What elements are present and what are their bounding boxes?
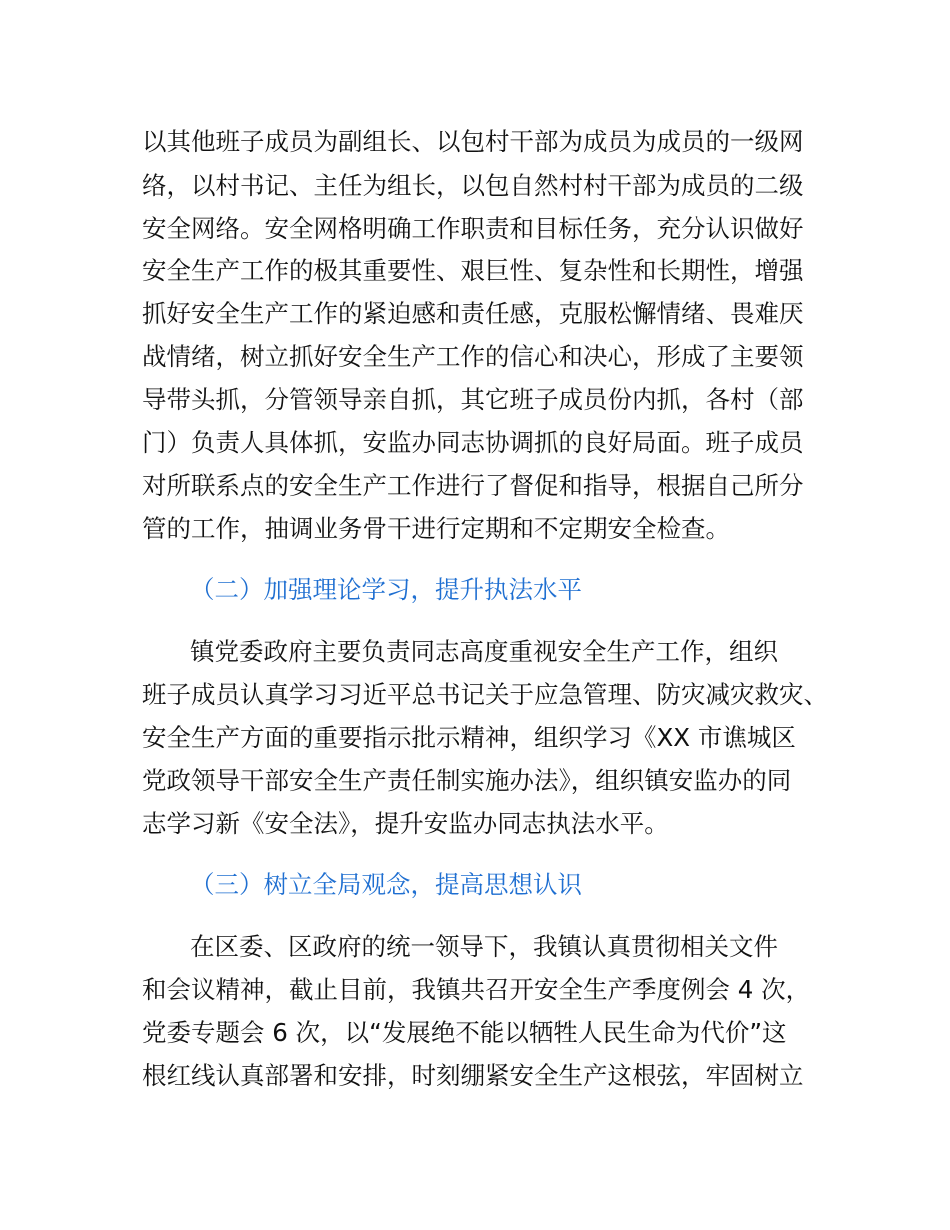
paragraph-1-line-4: 安全生产工作的极其重要性、艰巨性、复杂性和长期性，增强 (142, 256, 804, 285)
paragraph-1-line-2: 络，以村书记、主任为组长，以包自然村村干部为成员的二级 (142, 171, 804, 200)
paragraph-2-line-2: 班子成员认真学习习近平总书记关于应急管理、防灾减灾救灾、 (142, 680, 828, 709)
paragraph-1-line-6: 战情绪，树立抓好安全生产工作的信心和决心，形成了主要领 (142, 342, 804, 371)
paragraph-3-line-3: 党委专题会 6 次，以“发展绝不能以牺牲人民生命为代价”这 (142, 1018, 787, 1047)
paragraph-1-line-3: 安全网络。安全网格明确工作职责和目标任务，充分认识做好 (142, 214, 804, 243)
paragraph-1-line-8: 门）负责人具体抓，安监办同志协调抓的良好局面。班子成员 (142, 428, 804, 457)
paragraph-3-line-1: 在区委、区政府的统一领导下，我镇认真贯彻相关文件 (190, 932, 778, 961)
paragraph-2-line-1: 镇党委政府主要负责同志高度重视安全生产工作，组织 (190, 637, 778, 666)
paragraph-2-line-5: 志学习新《安全法》，提升安监办同志执法水平。 (142, 809, 669, 838)
section-heading-2: （二）加强理论学习，提升执法水平 (190, 575, 582, 604)
paragraph-1-line-7: 导带头抓，分管领导亲自抓，其它班子成员份内抓，各村（部 (142, 385, 804, 414)
paragraph-1-line-9: 对所联系点的安全生产工作进行了督促和指导，根据自己所分 (142, 471, 804, 500)
paragraph-2-line-4: 党政领导干部安全生产责任制实施办法》，组织镇安监办的同 (142, 766, 792, 795)
paragraph-1-line-10: 管的工作，抽调业务骨干进行定期和不定期安全检查。 (142, 514, 730, 543)
paragraph-3-line-4: 根红线认真部署和安排，时刻绷紧安全生产这根弦，牢固树立 (142, 1061, 804, 1090)
section-heading-3: （三）树立全局观念，提高思想认识 (190, 870, 582, 899)
paragraph-1-line-5: 抓好安全生产工作的紧迫感和责任感，克服松懈情绪、畏难厌 (142, 299, 804, 328)
paragraph-1-line-1: 以其他班子成员为副组长、以包村干部为成员为成员的一级网 (142, 127, 804, 156)
paragraph-2-line-3: 安全生产方面的重要指示批示精神，组织学习《XX 市谯城区 (142, 723, 796, 752)
paragraph-3-line-2: 和会议精神，截止目前，我镇共召开安全生产季度例会 4 次， (142, 975, 811, 1004)
